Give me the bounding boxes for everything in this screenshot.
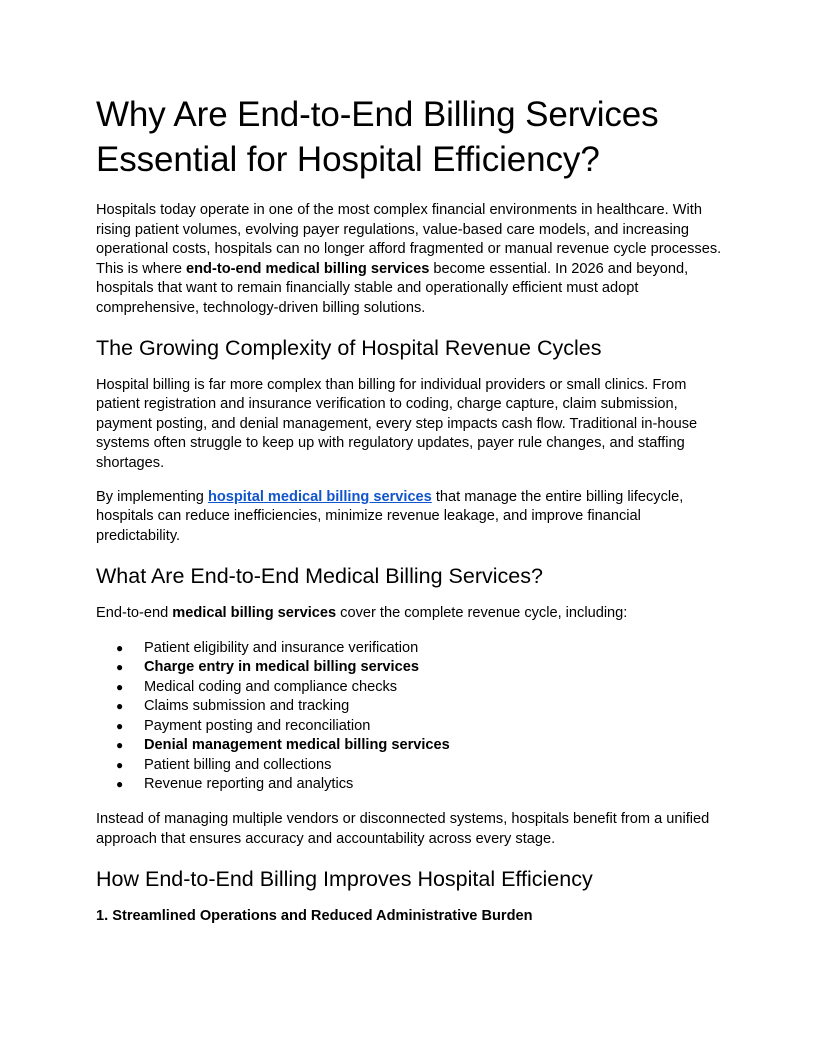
- list-item-text: Charge entry in medical billing services: [144, 659, 419, 676]
- intro-paragraph: [96, 201, 722, 319]
- bullet-icon: ●: [116, 699, 124, 714]
- list-item-text: Denial management medical billing services: [144, 737, 450, 754]
- document-title: Why Are End-to-End Billing Services Essential for Hospital Efficiency?: [96, 95, 659, 179]
- implementing-paragraph: [96, 488, 722, 547]
- list-item-text: Claims submission and tracking: [144, 698, 350, 715]
- coverage-paragraph: [96, 604, 722, 624]
- list-item: [96, 717, 722, 737]
- list-item: [96, 678, 722, 698]
- list-item: [96, 756, 722, 776]
- list-item: [96, 658, 722, 678]
- bullet-icon: ●: [116, 777, 124, 792]
- implementing-text-start: By implementing: [96, 488, 208, 505]
- bullet-icon: ●: [116, 757, 124, 772]
- list-item-text: Patient eligibility and insurance verification: [144, 639, 419, 656]
- list-item-text: Payment posting and reconciliation: [144, 717, 371, 734]
- document-page: [96, 92, 722, 927]
- implementing-text-end: that manage the entire billing lifecycle, hospitals can reduce inefficiencies, minimize revenue leakage, and improve financial predictability.: [96, 488, 684, 544]
- bullet-icon: ●: [116, 660, 124, 675]
- section-heading-what-are: What Are End-to-End Medical Billing Services?: [96, 564, 543, 589]
- section-heading-how-improves: How End-to-End Billing Improves Hospital Efficiency: [96, 867, 593, 892]
- list-item: [96, 697, 722, 717]
- intro-text-end: become essential. In 2026 and beyond, hospitals that want to remain financially stable and operationally efficient must adopt comprehensive, technology-driven billing solutions.: [96, 260, 689, 316]
- list-item: [96, 775, 722, 795]
- coverage-text-start: End-to-end: [96, 605, 173, 622]
- list-item: [96, 736, 722, 756]
- section-heading-revenue-cycles: The Growing Complexity of Hospital Revenue Cycles: [96, 335, 602, 360]
- revenue-cycles-paragraph: Hospital billing is far more complex than billing for individual providers or small clinics. From patient registration and insurance verification to coding, charge capture, claim submission, payment posting, and denial management, every step impacts cash flow. Traditional in-house systems often struggle to keep up with regulatory updates, payer rule changes, and staffing shortages.: [96, 376, 698, 471]
- list-item-text: Medical coding and compliance checks: [144, 678, 398, 695]
- list-item: [96, 639, 722, 659]
- revenue-cycle-list: [96, 639, 722, 795]
- bullet-icon: ●: [116, 718, 124, 733]
- bullet-icon: ●: [116, 738, 124, 753]
- bullet-icon: ●: [116, 640, 124, 655]
- unified-approach-paragraph: Instead of managing multiple vendors or disconnected systems, hospitals benefit from a unified approach that ensures accuracy and accountability across every stage.: [96, 810, 710, 847]
- bullet-icon: ●: [116, 679, 124, 694]
- coverage-text-end: cover the complete revenue cycle, including:: [336, 605, 628, 622]
- intro-text-start: Hospitals today operate in one of the most complex financial environments in healthcare. With rising patient volumes, evolving payer regulations, value-based care models, and increasing operational costs, hospitals can no longer afford fragmented or manual revenue cycle processes. This is where: [96, 202, 722, 277]
- list-item-text: Revenue reporting and analytics: [144, 776, 354, 793]
- coverage-bold-phrase: medical billing services: [172, 605, 337, 622]
- list-item-text: Patient billing and collections: [144, 756, 332, 773]
- subheading-streamlined-operations: 1. Streamlined Operations and Reduced Administrative Burden: [96, 908, 533, 925]
- hospital-billing-link[interactable]: hospital medical billing services: [207, 488, 432, 505]
- intro-bold-phrase: end-to-end medical billing services: [186, 260, 430, 277]
